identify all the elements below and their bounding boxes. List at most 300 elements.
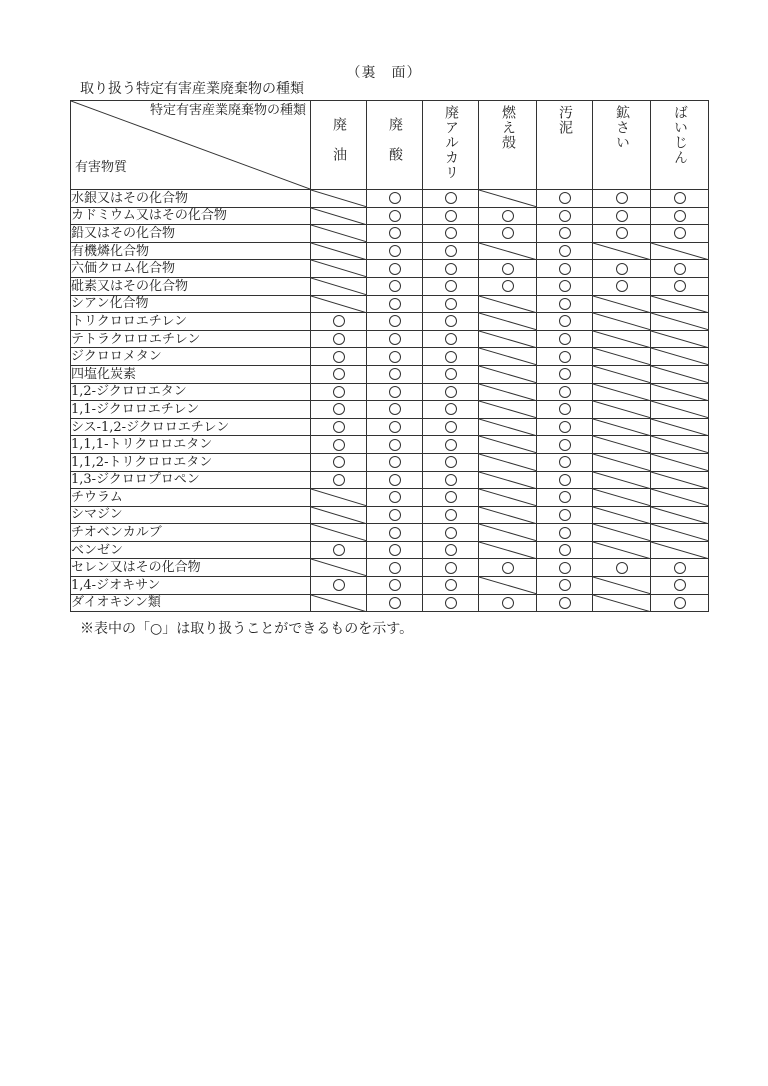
circle-mark-icon — [559, 227, 571, 239]
not-applicable-cell — [479, 365, 537, 383]
not-applicable-cell — [311, 295, 367, 313]
allowed-mark-cell — [537, 348, 593, 366]
circle-mark-icon — [559, 562, 571, 574]
circle-mark-icon — [559, 192, 571, 204]
circle-mark-icon — [333, 439, 345, 451]
circle-mark-icon — [559, 245, 571, 257]
allowed-mark-cell — [311, 418, 367, 436]
circle-mark-icon — [445, 562, 457, 574]
circle-mark-icon — [389, 544, 401, 556]
not-applicable-cell — [593, 489, 651, 507]
not-applicable-cell — [651, 348, 709, 366]
table-note: ※表中の「○」は取り扱うことができるものを示す。 — [80, 621, 414, 637]
diagonal-slash-icon — [651, 542, 708, 559]
allowed-mark-cell — [311, 436, 367, 454]
not-applicable-cell — [311, 260, 367, 278]
allowed-mark-cell — [423, 383, 479, 401]
allowed-mark-cell — [537, 277, 593, 295]
diagonal-slash-icon — [311, 507, 366, 524]
allowed-mark-cell — [311, 313, 367, 331]
not-applicable-cell — [593, 577, 651, 595]
circle-mark-icon — [445, 280, 457, 292]
allowed-mark-cell — [367, 436, 423, 454]
circle-mark-icon — [389, 562, 401, 574]
allowed-mark-cell — [537, 541, 593, 559]
column-header-haiyu: 廃油 — [311, 101, 367, 190]
table-row — [71, 524, 709, 542]
not-applicable-cell — [593, 348, 651, 366]
substance-name: 四塩化炭素 — [71, 365, 311, 383]
table-row — [71, 365, 709, 383]
circle-mark-icon — [559, 544, 571, 556]
allowed-mark-cell — [537, 489, 593, 507]
circle-mark-icon — [389, 245, 401, 257]
allowed-mark-cell — [651, 277, 709, 295]
circle-mark-icon — [502, 280, 514, 292]
not-applicable-cell — [651, 506, 709, 524]
allowed-mark-cell — [537, 242, 593, 260]
allowed-mark-cell — [537, 436, 593, 454]
diagonal-slash-icon — [479, 472, 536, 489]
not-applicable-cell — [479, 471, 537, 489]
allowed-mark-cell — [367, 348, 423, 366]
allowed-mark-cell — [479, 225, 537, 243]
diagonal-slash-icon — [593, 419, 650, 436]
circle-mark-icon — [559, 368, 571, 380]
allowed-mark-cell — [593, 559, 651, 577]
circle-mark-icon — [445, 491, 457, 503]
allowed-mark-cell — [593, 260, 651, 278]
not-applicable-cell — [311, 506, 367, 524]
allowed-mark-cell — [367, 295, 423, 313]
circle-mark-icon — [445, 368, 457, 380]
circle-mark-icon — [502, 562, 514, 574]
allowed-mark-cell — [311, 453, 367, 471]
allowed-mark-cell — [593, 277, 651, 295]
diagonal-slash-icon — [593, 313, 650, 330]
table-row — [71, 489, 709, 507]
allowed-mark-cell — [423, 577, 479, 595]
allowed-mark-cell — [537, 330, 593, 348]
circle-mark-icon — [559, 491, 571, 503]
header-top-label: 特定有害産業廃棄物の種類 — [149, 103, 306, 118]
diagonal-slash-icon — [593, 595, 650, 612]
not-applicable-cell — [479, 313, 537, 331]
diagonal-slash-icon — [311, 225, 366, 242]
not-applicable-cell — [593, 471, 651, 489]
table-row — [71, 559, 709, 577]
allowed-mark-cell — [423, 489, 479, 507]
allowed-mark-cell — [537, 295, 593, 313]
circle-mark-icon — [333, 403, 345, 415]
table-row — [71, 577, 709, 595]
circle-mark-icon — [333, 456, 345, 468]
substance-name: セレン又はその化合物 — [71, 559, 311, 577]
not-applicable-cell — [479, 577, 537, 595]
diagonal-slash-icon — [479, 577, 536, 594]
circle-mark-icon — [559, 509, 571, 521]
not-applicable-cell — [651, 453, 709, 471]
allowed-mark-cell — [537, 207, 593, 225]
diagonal-slash-icon — [593, 472, 650, 489]
allowed-mark-cell — [651, 225, 709, 243]
not-applicable-cell — [479, 348, 537, 366]
allowed-mark-cell — [537, 524, 593, 542]
not-applicable-cell — [479, 489, 537, 507]
diagonal-slash-icon — [311, 559, 366, 576]
diagonal-slash-icon — [479, 454, 536, 471]
allowed-mark-cell — [479, 260, 537, 278]
table-row — [71, 418, 709, 436]
circle-mark-icon — [445, 544, 457, 556]
circle-mark-icon — [674, 263, 686, 275]
circle-mark-icon — [616, 263, 628, 275]
allowed-mark-cell — [593, 207, 651, 225]
circle-mark-icon — [445, 421, 457, 433]
allowed-mark-cell — [479, 277, 537, 295]
circle-mark-icon — [333, 474, 345, 486]
not-applicable-cell — [311, 559, 367, 577]
not-applicable-cell — [311, 207, 367, 225]
diagonal-slash-icon — [651, 401, 708, 418]
diagonal-slash-icon — [593, 296, 650, 313]
allowed-mark-cell — [367, 418, 423, 436]
allowed-mark-cell — [651, 260, 709, 278]
allowed-mark-cell — [537, 401, 593, 419]
not-applicable-cell — [479, 401, 537, 419]
allowed-mark-cell — [423, 295, 479, 313]
allowed-mark-cell — [311, 365, 367, 383]
circle-mark-icon — [559, 527, 571, 539]
allowed-mark-cell — [537, 506, 593, 524]
diagonal-slash-icon — [651, 489, 708, 506]
allowed-mark-cell — [311, 541, 367, 559]
allowed-mark-cell — [593, 225, 651, 243]
column-header-baijin: ばいじん — [651, 101, 709, 190]
diagonal-slash-icon — [593, 577, 650, 594]
table-row — [71, 313, 709, 331]
not-applicable-cell — [479, 330, 537, 348]
column-header-haisan: 廃酸 — [367, 101, 423, 190]
allowed-mark-cell — [367, 541, 423, 559]
not-applicable-cell — [311, 524, 367, 542]
diagonal-slash-icon — [311, 278, 366, 295]
circle-mark-icon — [674, 579, 686, 591]
circle-mark-icon — [674, 210, 686, 222]
allowed-mark-cell — [423, 418, 479, 436]
diagonal-slash-icon — [479, 366, 536, 383]
not-applicable-cell — [651, 436, 709, 454]
not-applicable-cell — [479, 418, 537, 436]
circle-mark-icon — [559, 315, 571, 327]
not-applicable-cell — [479, 541, 537, 559]
header-row — [71, 101, 709, 190]
circle-mark-icon — [559, 280, 571, 292]
diagonal-slash-icon — [593, 366, 650, 383]
substance-name: チウラム — [71, 489, 311, 507]
diagonal-slash-icon — [311, 260, 366, 277]
diagonal-slash-icon — [311, 190, 366, 207]
table-row — [71, 190, 709, 208]
circle-mark-icon — [333, 351, 345, 363]
not-applicable-cell — [593, 383, 651, 401]
circle-mark-icon — [389, 210, 401, 222]
table-row — [71, 277, 709, 295]
diagonal-slash-icon — [593, 542, 650, 559]
not-applicable-cell — [593, 506, 651, 524]
column-header-kousai: 鉱さい — [593, 101, 651, 190]
allowed-mark-cell — [537, 453, 593, 471]
circle-mark-icon — [502, 597, 514, 609]
table-row — [71, 594, 709, 612]
circle-mark-icon — [389, 579, 401, 591]
substance-name: 水銀又はその化合物 — [71, 190, 311, 208]
table-row — [71, 436, 709, 454]
not-applicable-cell — [651, 541, 709, 559]
waste-table — [70, 100, 709, 612]
not-applicable-cell — [311, 277, 367, 295]
not-applicable-cell — [311, 489, 367, 507]
table-row — [71, 383, 709, 401]
not-applicable-cell — [593, 418, 651, 436]
circle-mark-icon — [445, 263, 457, 275]
circle-mark-icon — [674, 227, 686, 239]
diagonal-slash-icon — [593, 348, 650, 365]
circle-mark-icon — [389, 368, 401, 380]
circle-mark-icon — [445, 351, 457, 363]
substance-name: トリクロロエチレン — [71, 313, 311, 331]
circle-mark-icon — [559, 579, 571, 591]
diagonal-slash-icon — [593, 524, 650, 541]
not-applicable-cell — [593, 295, 651, 313]
substance-name: テトラクロロエチレン — [71, 330, 311, 348]
circle-mark-icon — [559, 298, 571, 310]
not-applicable-cell — [311, 190, 367, 208]
diagonal-slash-icon — [651, 331, 708, 348]
circle-mark-icon — [389, 597, 401, 609]
allowed-mark-cell — [537, 190, 593, 208]
circle-mark-icon — [389, 474, 401, 486]
circle-mark-icon — [559, 474, 571, 486]
circle-mark-icon — [389, 315, 401, 327]
allowed-mark-cell — [367, 524, 423, 542]
allowed-mark-cell — [537, 365, 593, 383]
diagonal-slash-icon — [311, 208, 366, 225]
allowed-mark-cell — [367, 506, 423, 524]
allowed-mark-cell — [651, 190, 709, 208]
diagonal-slash-icon — [311, 296, 366, 313]
circle-mark-icon — [333, 368, 345, 380]
allowed-mark-cell — [367, 383, 423, 401]
diagonal-slash-icon — [479, 313, 536, 330]
circle-mark-icon — [445, 403, 457, 415]
diagonal-slash-icon — [651, 436, 708, 453]
allowed-mark-cell — [423, 190, 479, 208]
diagonal-slash-icon — [479, 190, 536, 207]
allowed-mark-cell — [423, 277, 479, 295]
allowed-mark-cell — [423, 594, 479, 612]
allowed-mark-cell — [423, 330, 479, 348]
allowed-mark-cell — [367, 190, 423, 208]
allowed-mark-cell — [537, 383, 593, 401]
circle-mark-icon — [445, 386, 457, 398]
not-applicable-cell — [479, 453, 537, 471]
allowed-mark-cell — [367, 365, 423, 383]
not-applicable-cell — [593, 313, 651, 331]
diagonal-slash-icon — [479, 419, 536, 436]
diagonal-slash-icon — [311, 524, 366, 541]
circle-mark-icon — [502, 210, 514, 222]
allowed-mark-cell — [423, 453, 479, 471]
not-applicable-cell — [651, 383, 709, 401]
allowed-mark-cell — [423, 225, 479, 243]
allowed-mark-cell — [311, 348, 367, 366]
allowed-mark-cell — [423, 348, 479, 366]
circle-mark-icon — [502, 263, 514, 275]
allowed-mark-cell — [367, 260, 423, 278]
allowed-mark-cell — [423, 313, 479, 331]
table-row — [71, 260, 709, 278]
circle-mark-icon — [559, 456, 571, 468]
allowed-mark-cell — [311, 330, 367, 348]
not-applicable-cell — [479, 524, 537, 542]
allowed-mark-cell — [367, 330, 423, 348]
header-bottom-label: 有害物質 — [75, 160, 128, 175]
column-header-haialkali: 廃アルカリ — [423, 101, 479, 190]
allowed-mark-cell — [311, 471, 367, 489]
diagonal-slash-icon — [651, 524, 708, 541]
diagonal-slash-icon — [651, 313, 708, 330]
not-applicable-cell — [593, 594, 651, 612]
not-applicable-cell — [593, 436, 651, 454]
diagonal-slash-icon — [651, 348, 708, 365]
substance-name: シアン化合物 — [71, 295, 311, 313]
circle-mark-icon — [389, 386, 401, 398]
diagonal-slash-icon — [651, 454, 708, 471]
not-applicable-cell — [311, 594, 367, 612]
substance-name: 六価クロム化合物 — [71, 260, 311, 278]
allowed-mark-cell — [651, 559, 709, 577]
allowed-mark-cell — [537, 594, 593, 612]
not-applicable-cell — [651, 489, 709, 507]
allowed-mark-cell — [537, 313, 593, 331]
allowed-mark-cell — [311, 577, 367, 595]
allowed-mark-cell — [423, 506, 479, 524]
circle-mark-icon — [389, 456, 401, 468]
circle-mark-icon — [333, 315, 345, 327]
not-applicable-cell — [593, 401, 651, 419]
diagonal-slash-icon — [593, 489, 650, 506]
circle-mark-icon — [445, 527, 457, 539]
circle-mark-icon — [559, 439, 571, 451]
table-row — [71, 471, 709, 489]
circle-mark-icon — [389, 439, 401, 451]
circle-mark-icon — [445, 579, 457, 591]
allowed-mark-cell — [367, 453, 423, 471]
allowed-mark-cell — [367, 559, 423, 577]
allowed-mark-cell — [367, 277, 423, 295]
diagonal-slash-icon — [651, 296, 708, 313]
table-caption: 取り扱う特定有害産業廃棄物の種類 — [80, 81, 304, 97]
allowed-mark-cell — [367, 594, 423, 612]
substance-name: 砒素又はその化合物 — [71, 277, 311, 295]
circle-mark-icon — [559, 351, 571, 363]
circle-mark-icon — [389, 192, 401, 204]
circle-mark-icon — [445, 474, 457, 486]
table-row — [71, 541, 709, 559]
allowed-mark-cell — [537, 471, 593, 489]
table-row — [71, 401, 709, 419]
circle-mark-icon — [674, 280, 686, 292]
diagonal-slash-icon — [479, 524, 536, 541]
not-applicable-cell — [651, 313, 709, 331]
not-applicable-cell — [479, 295, 537, 313]
allowed-mark-cell — [367, 207, 423, 225]
diagonal-slash-icon — [593, 454, 650, 471]
substance-name: チオベンカルブ — [71, 524, 311, 542]
column-header-moegara: 燃え殻 — [479, 101, 537, 190]
allowed-mark-cell — [311, 383, 367, 401]
allowed-mark-cell — [479, 559, 537, 577]
allowed-mark-cell — [367, 242, 423, 260]
diagonal-slash-icon — [651, 507, 708, 524]
diagonal-slash-icon — [651, 243, 708, 260]
allowed-mark-cell — [423, 401, 479, 419]
not-applicable-cell — [651, 471, 709, 489]
circle-mark-icon — [389, 491, 401, 503]
not-applicable-cell — [311, 242, 367, 260]
allowed-mark-cell — [423, 207, 479, 225]
circle-mark-icon — [389, 263, 401, 275]
substance-name: 鉛又はその化合物 — [71, 225, 311, 243]
circle-mark-icon — [559, 403, 571, 415]
not-applicable-cell — [593, 242, 651, 260]
substance-name: 有機燐化合物 — [71, 242, 311, 260]
not-applicable-cell — [593, 365, 651, 383]
substance-name: 1,1-ジクロロエチレン — [71, 401, 311, 419]
substance-name: シマジン — [71, 506, 311, 524]
circle-mark-icon — [389, 298, 401, 310]
not-applicable-cell — [479, 506, 537, 524]
circle-mark-icon — [445, 509, 457, 521]
circle-mark-icon — [559, 421, 571, 433]
allowed-mark-cell — [423, 260, 479, 278]
not-applicable-cell — [593, 453, 651, 471]
diagonal-slash-icon — [479, 331, 536, 348]
allowed-mark-cell — [367, 471, 423, 489]
table-row — [71, 330, 709, 348]
diagonal-slash-icon — [479, 243, 536, 260]
allowed-mark-cell — [479, 594, 537, 612]
circle-mark-icon — [559, 210, 571, 222]
allowed-mark-cell — [537, 260, 593, 278]
not-applicable-cell — [479, 242, 537, 260]
table-row — [71, 348, 709, 366]
diagonal-slash-icon — [479, 489, 536, 506]
circle-mark-icon — [445, 315, 457, 327]
circle-mark-icon — [333, 579, 345, 591]
circle-mark-icon — [445, 439, 457, 451]
diagonal-slash-icon — [479, 384, 536, 401]
allowed-mark-cell — [423, 559, 479, 577]
diagonal-slash-icon — [311, 243, 366, 260]
circle-mark-icon — [389, 421, 401, 433]
allowed-mark-cell — [537, 577, 593, 595]
diagonal-slash-icon — [593, 401, 650, 418]
circle-mark-icon — [445, 245, 457, 257]
diagonal-slash-icon — [593, 243, 650, 260]
allowed-mark-cell — [537, 559, 593, 577]
